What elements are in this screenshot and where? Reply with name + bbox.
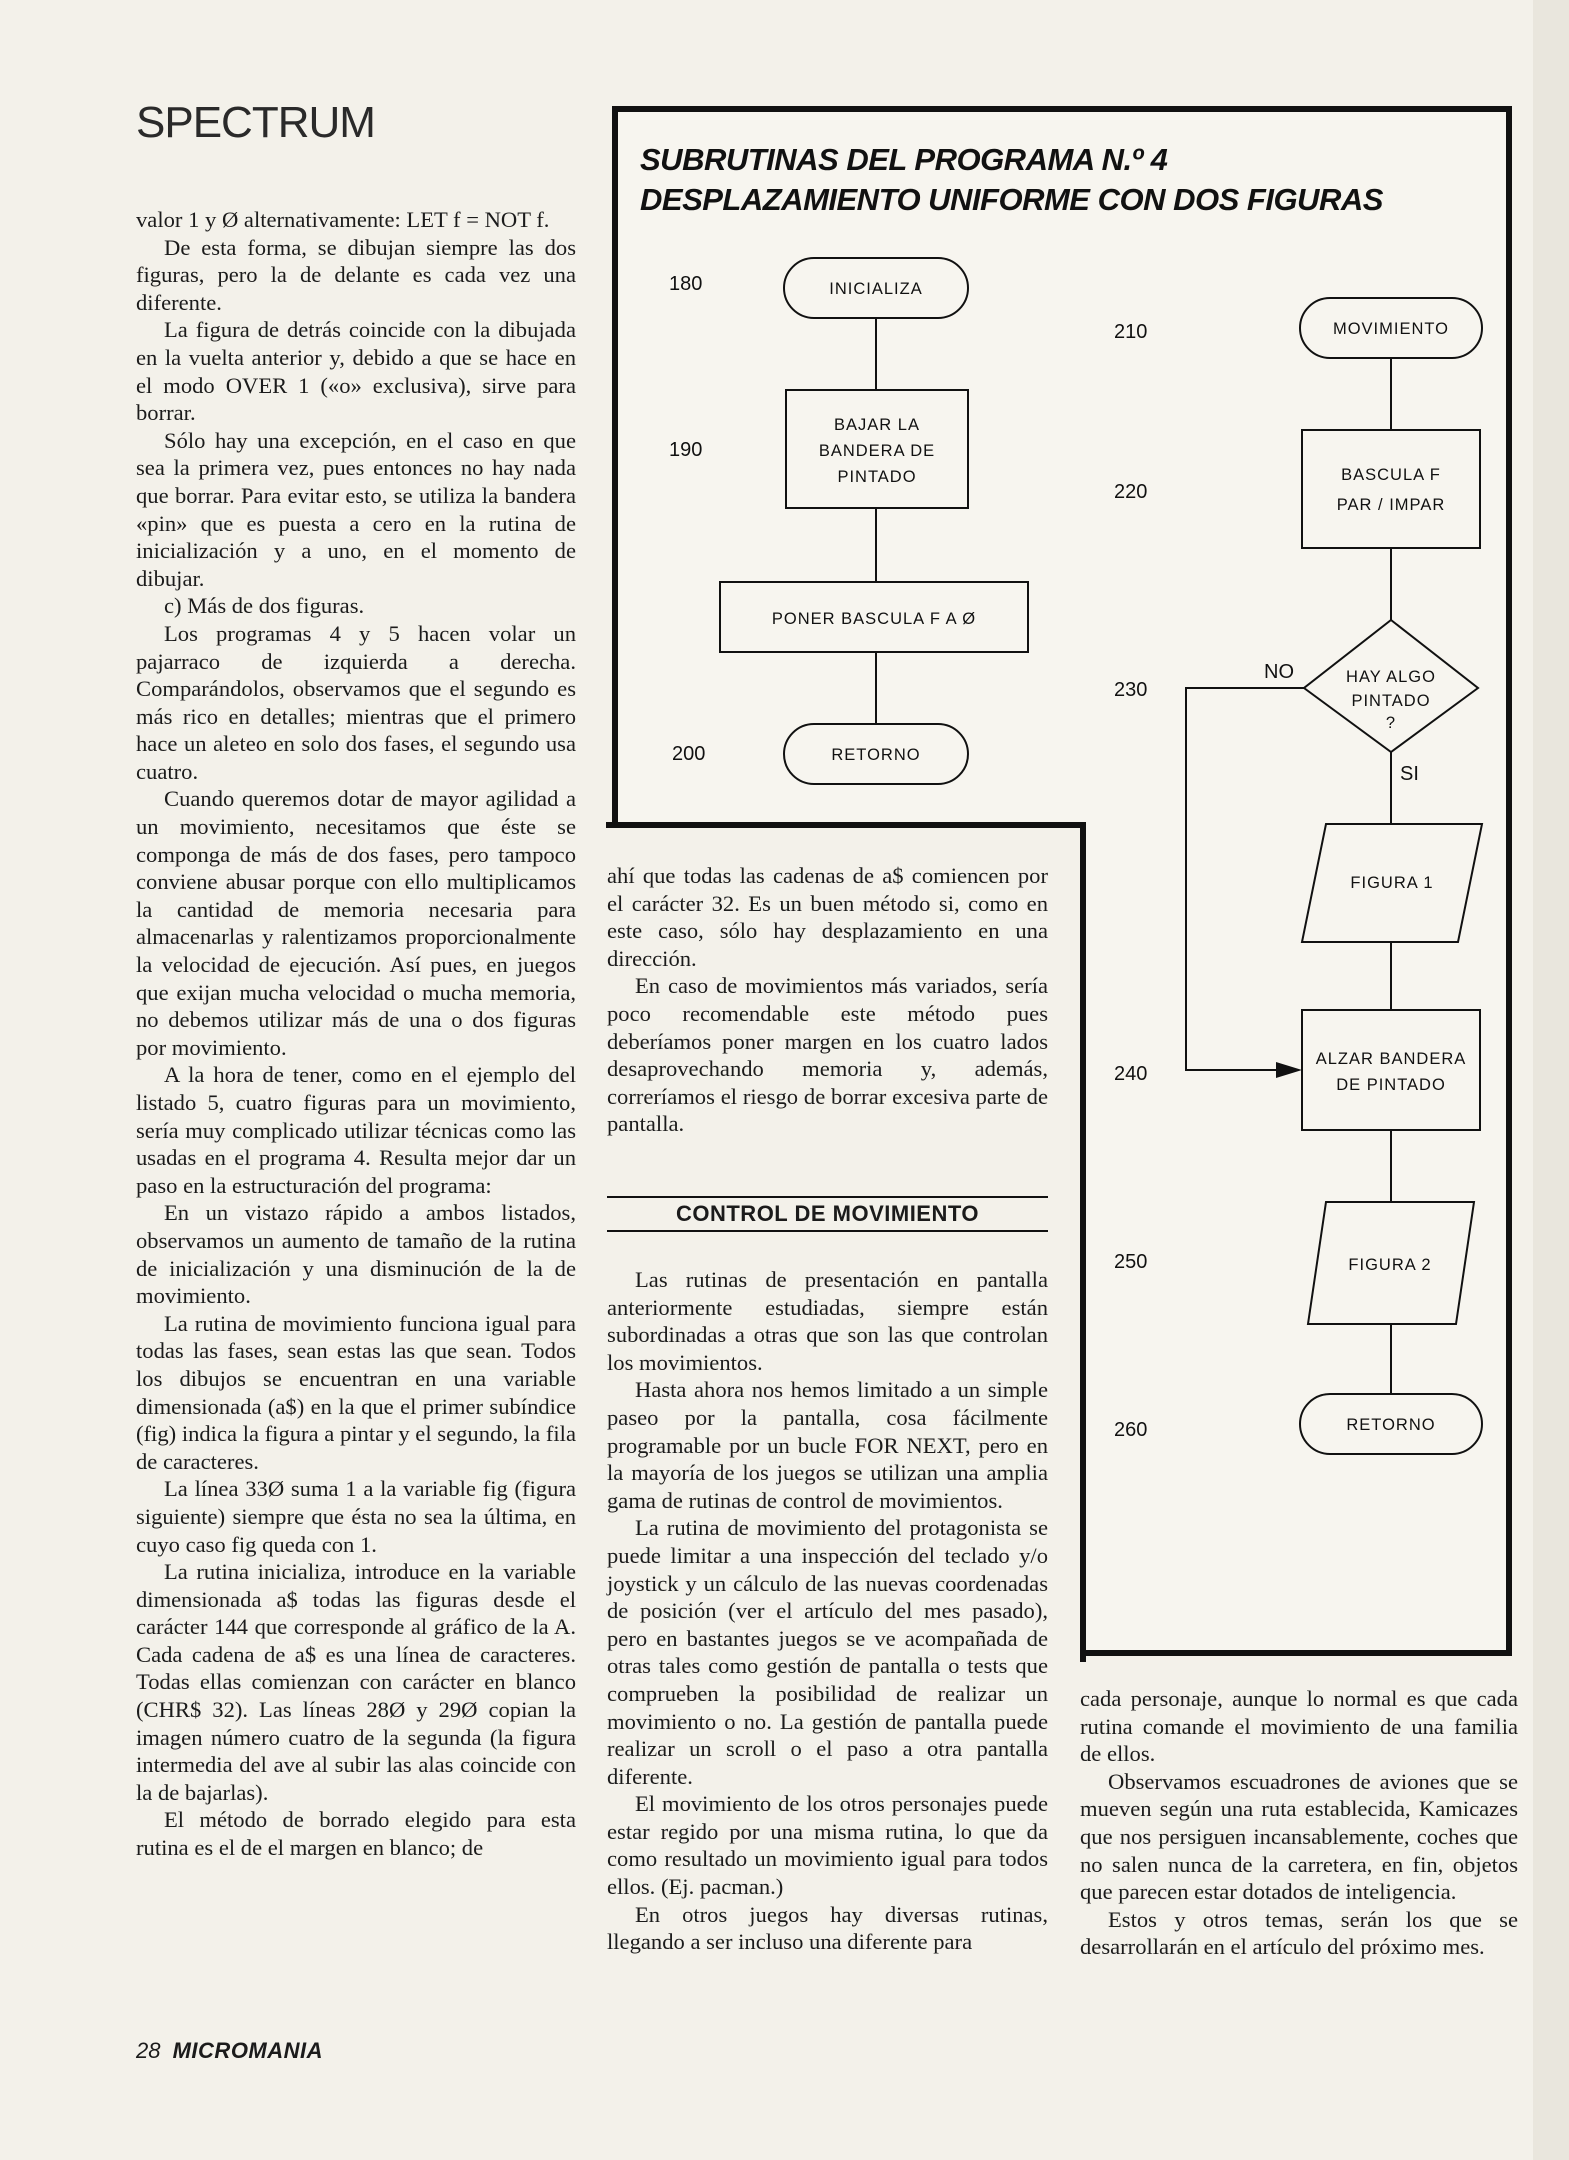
paragraph: c) Más de dos figuras. [164,593,365,619]
section-title: SPECTRUM [136,98,375,147]
alzar-label-2: DE PINTADO [1336,1076,1446,1094]
page-number: 28 [136,2038,161,2063]
paragraph: Las rutinas de presentación en pantalla anteriormente estudiadas, siempre están subordinadas a otras que son las que controlan los movimientos. [607,1267,1048,1375]
line-number-190: 190 [669,439,703,461]
bascula-label-1: BASCULA F [1341,466,1441,484]
paragraph: En un vistazo rápido a ambos listados, observamos un aumento de tamaño de la rutina de inicialización y una disminución de la de movimiento. [136,1200,576,1309]
flowchart-title-line-1: SUBRUTINAS DEL PROGRAMA N.º 4 [640,142,1168,177]
process-bascula [1302,430,1480,548]
column-2-bottom [607,1266,1048,1956]
paragraph: El método de borrado elegido para esta rutina es el de el margen en blanco; de [136,1807,576,1861]
line-number-210: 210 [1114,321,1148,343]
paragraph: La línea 33Ø suma 1 a la variable fig (figura siguiente) siempre que ésta no sea la última, en cuyo caso fig queda con 1. [136,1476,576,1557]
paragraph: Estos y otros temas, serán los que se desarrollarán en el artículo del próximo mes. [1080,1906,1518,1960]
poner-label: PONER BASCULA F A Ø [771,610,977,628]
subheading: CONTROL DE MOVIMIENTO [607,1196,1048,1232]
paragraph: Hasta ahora nos hemos limitado a un simple paseo por la pantalla, cosa fácilmente programable por un bucle FOR NEXT, pero en la mayoría de los juegos se utilizan una amplia gama de rutinas de control de movimientos. [607,1377,1048,1513]
bajar-label-2: BANDERA DE [818,442,936,460]
figura-1-label: FIGURA 1 [1350,874,1434,892]
paragraph: El movimiento de los otros personajes puede estar regido por una misma rutina, lo que da como resultado un movimiento igual para todos ellos. (Ej. pacman.) [607,1791,1048,1900]
column-3 [1080,1685,1518,1961]
retorno-left-label: RETORNO [831,746,921,764]
paragraph: A la hora de tener, como en el ejemplo del listado 5, cuatro figuras para un movimiento, sería muy complicado utilizar técnicas como las usadas en el programa 4. Resulta mejor dar un paso en la estructuración del programa: [136,1062,576,1198]
hay-label-1: HAY ALGO [1346,668,1436,686]
paragraph: De esta forma, se dibujan siempre las dos figuras, pero la de delante es cada vez una diferente. [136,234,576,315]
flowchart-title-line-2: DESPLAZAMIENTO UNIFORME CON DOS FIGURAS [640,182,1383,217]
magazine-name: MICROMANIA [172,2038,324,2063]
page-footer [136,2038,323,2064]
bascula-label-2: PAR / IMPAR [1336,496,1446,514]
no-label: NO [1264,661,1294,683]
decision-hay-algo [1304,620,1478,752]
no-branch-line [1186,688,1304,1070]
line-number-180: 180 [669,273,703,295]
paragraph: Cuando queremos dotar de mayor agilidad a un movimiento, necesitamos que éste se componga de más de dos fases, pero tampoco conviene abusar porque con ello multiplicamos la cantidad de memoria necesaria para almacenarlas y ralentizamos proporcionalmente la velocidad de ejecución. Así pues, en juegos que exijan mucha velocidad o mucha memoria, no debemos utilizar más de una o dos figuras por movimiento. [136,786,576,1060]
bajar-label-3: PINTADO [837,468,917,486]
paragraph: cada personaje, aunque lo normal es que cada rutina comande el movimiento de una familia de ellos. [1080,1686,1518,1767]
hay-label-3: ? [1385,714,1397,732]
paragraph: ahí que todas las cadenas de a$ comiencen por el carácter 32. Es un buen método si, como en este caso, sólo hay desplazamiento en una dirección. [607,863,1048,971]
paragraph: La rutina de movimiento funciona igual para todas las fases, sean estas las que sean. Todos los dibujos se encuentran en una variable dimensionada (a$) en la que el primer subíndice (fig) indica la figura a pintar y el segundo, la fila de caracteres. [136,1310,576,1474]
paragraph: Los programas 4 y 5 hacen volar un pajarraco de izquierda a derecha. Comparándolos, observamos que el segundo es más rico en detalles; mientras que el primero hace un aleteo en solo dos fases, el segundo usa cuatro. [136,620,576,784]
line-number-220: 220 [1114,481,1148,503]
process-alzar-bandera [1302,1010,1480,1130]
paragraph: En caso de movimientos más variados, sería poco recomendable este método pues deberíamos poner margen en los cuatro lados desaprovechando memoria y, además, correríamos el riesgo de borrar excesiva parte de pantalla. [607,973,1048,1137]
inicializa-label: INICIALIZA [829,280,923,298]
si-label: SI [1400,763,1419,785]
line-number-230: 230 [1114,679,1148,701]
line-number-240: 240 [1114,1063,1148,1085]
paragraph: Observamos escuadrones de aviones que se mueven según una ruta establecida, Kamicazes que nos persiguen incansablemente, coches que no salen nunca de la carretera, en fin, objetos que parecen estar dotados de inteligencia. [1080,1768,1518,1905]
paragraph: En otros juegos hay diversas rutinas, llegando a ser incluso una diferente para [607,1901,1048,1955]
bajar-label-1: BAJAR LA [834,416,920,434]
line-number-200: 200 [672,743,706,765]
movimiento-label: MOVIMIENTO [1332,320,1450,338]
figura-2-label: FIGURA 2 [1348,1256,1432,1274]
retorno-right-label: RETORNO [1346,1416,1436,1434]
paragraph: Sólo hay una excepción, en el caso en que sea la primera vez, pues entonces no hay nada que borrar. Para evitar esto, se utiliza la bandera «pin» que es puesta a cero en la rutina de inicialización y a uno, en el momento de dibujar. [136,427,576,591]
line-number-260: 260 [1114,1419,1148,1441]
paragraph: La rutina inicializa, introduce en la variable dimensionada a$ todas las figuras desde el carácter 144 que corresponde al gráfico de la A. Cada cadena de a$ es una línea de caracteres. Todas ellas comienzan con carácter en blanco (CHR$ 32). Las líneas 28Ø y 29Ø copian la imagen número cuatro de la segunda (la figura intermedia del ave al subir las alas coincide con la de bajarlas). [136,1559,576,1805]
alzar-label-1: ALZAR BANDERA [1315,1050,1467,1068]
paragraph: La rutina de movimiento del protagonista se puede limitar a una inspección del teclado y/o joystick y un cálculo de las nuevas coordenadas de posición (ver el artículo del mes pasado), pero en bastantes juegos se ve acompañada de otras tales como gestión de pantalla o tests que comprueben la posibilidad de realizar un movimiento o no. La gestión de pantalla puede realizar un scroll o el paso a otra pantalla diferente. [607,1515,1048,1789]
hay-label-2: PINTADO [1351,692,1431,710]
line-number-250: 250 [1114,1251,1148,1273]
column-2-top [607,862,1048,1138]
paragraph: La figura de detrás coincide con la dibujada en la vuelta anterior y, debido a que se hace en el modo OVER 1 («o» exclusiva), sirve para borrar. [136,317,576,426]
arrow-head [1276,1062,1302,1078]
paragraph: valor 1 y Ø alternativamente: LET f = NOT f. [136,207,550,232]
